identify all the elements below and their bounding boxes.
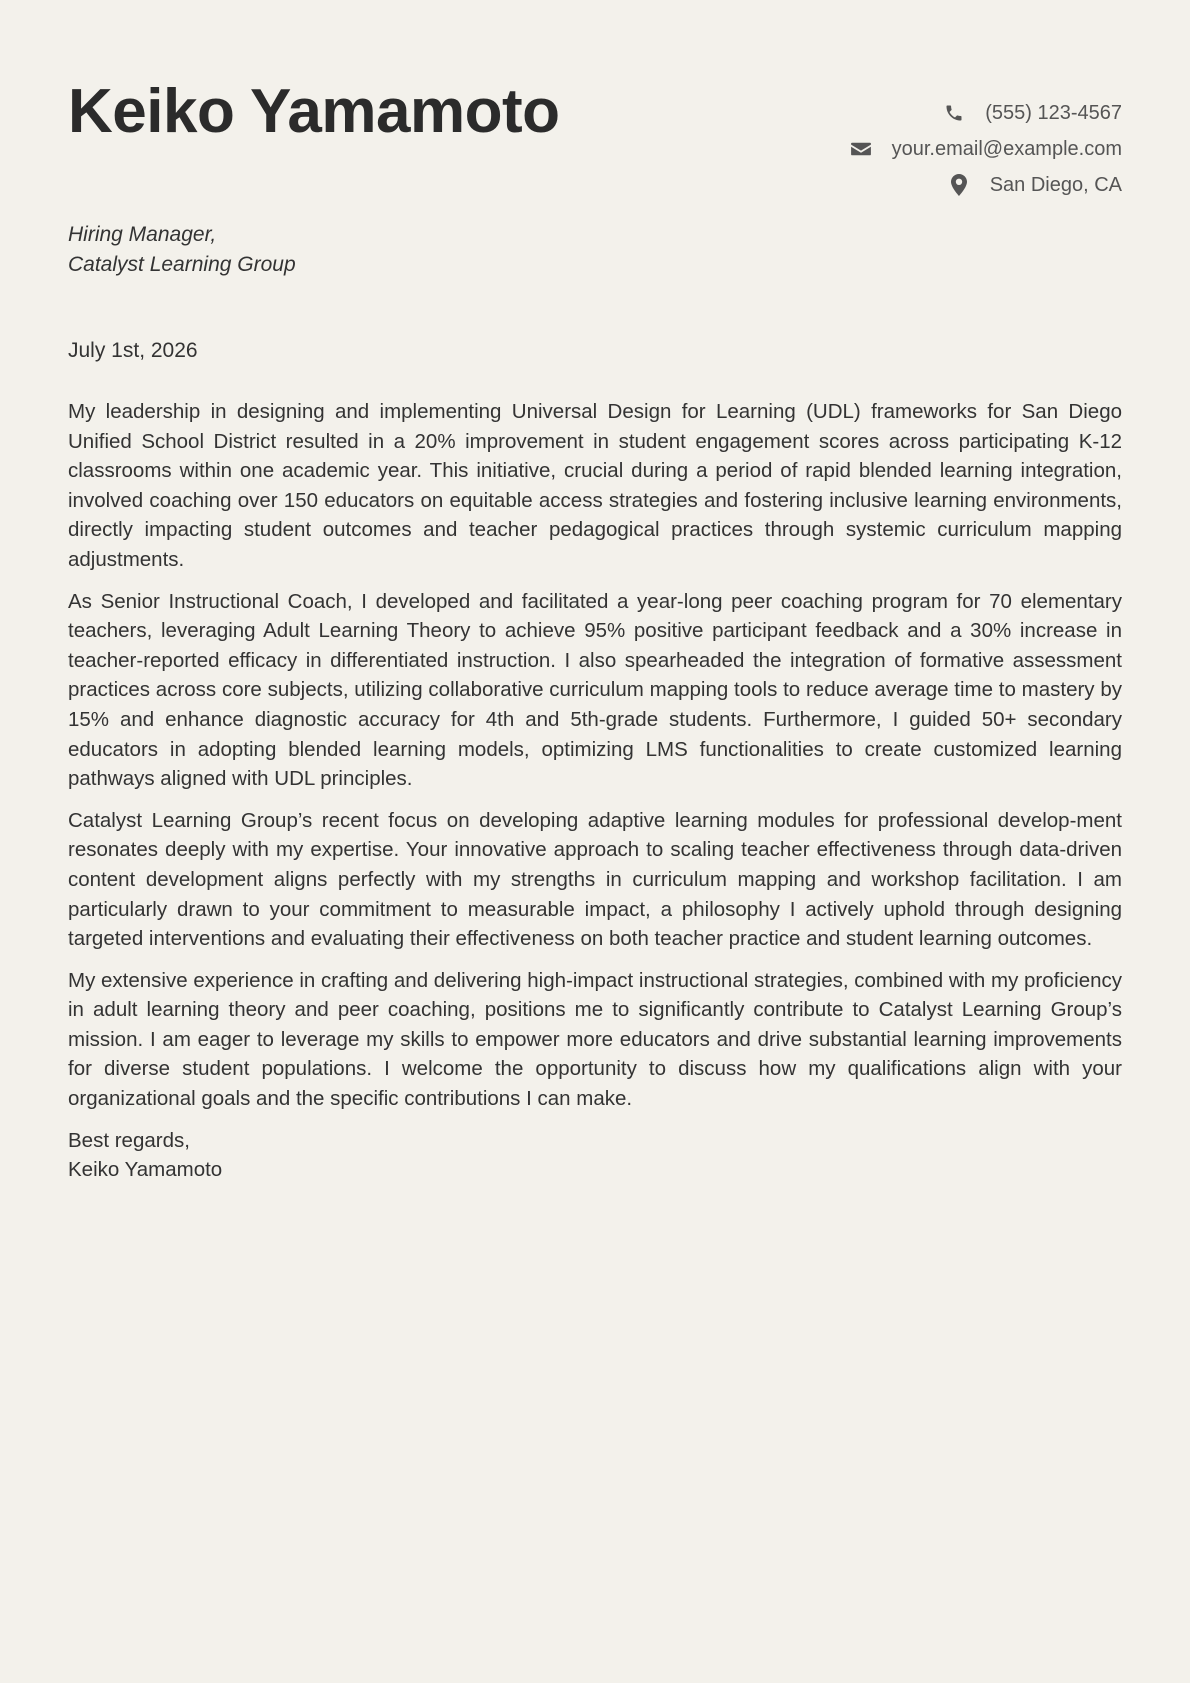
contact-phone-line xyxy=(850,95,1122,131)
letter-header xyxy=(68,0,1122,200)
closing-salutation: Best regards, xyxy=(68,1128,190,1152)
closing-block xyxy=(68,1126,1122,1185)
contact-location: San Diego, CA xyxy=(989,173,1122,196)
contact-email: your.email@example.com xyxy=(891,137,1122,160)
map-pin-icon xyxy=(948,174,970,196)
signature-name: Keiko Yamamoto xyxy=(68,1158,223,1182)
envelope-icon xyxy=(850,138,872,160)
body-paragraph: My leadership in designing and implementing Universal Design for Learning (UDL) frameworks for San Diego Unified School District resulted in a 20% improvement in student engagement scores across participating K-12 classrooms within one academic year. This initiative, crucial during a period of rapid blended learning integration, involved coaching over 150 educators on equitable access strategies and fostering inclusive learning environments, directly impacting student outcomes and teacher pedagogical practices through systemic curriculum mapping adjustments. xyxy=(68,400,1122,571)
contact-phone: (555) 123-4567 xyxy=(985,101,1122,124)
cover-letter-page xyxy=(68,0,1122,1683)
body-paragraph: Catalyst Learning Group’s recent focus on developing adaptive learning modules for professional develop-ment resonates deeply with my expertise. Your innovative approach to scaling teacher effectiveness through data-driven content development aligns perfectly with my strengths in curriculum mapping and workshop facilitation. I am particularly drawn to your commitment to measurable impact, a philosophy I actively uphold through designing targeted interventions and evaluating their effectiveness on both teacher practice and student learning outcomes. xyxy=(68,808,1122,951)
body-paragraph: My extensive experience in crafting and delivering high-impact instructional strategies, combined with my proficiency in adult learning theory and peer coaching, positions me to significantly contribute to Catalyst Learning Group’s mission. I am eager to leverage my skills to empower more educators and drive substantial learning improvements for diverse student populations. I welcome the opportunity to discuss how my qualifications align with your organizational goals and the specific contributions I can make. xyxy=(68,968,1122,1111)
applicant-name: Keiko Yamamoto xyxy=(68,77,560,146)
letter-date: July 1st, 2026 xyxy=(68,339,198,362)
recipient-title: Hiring Manager, xyxy=(68,223,217,246)
contact-block xyxy=(850,95,1122,203)
letter-body xyxy=(68,397,1122,1185)
recipient-company: Catalyst Learning Group xyxy=(68,253,296,276)
recipient-block xyxy=(68,220,296,280)
contact-location-line xyxy=(850,167,1122,203)
contact-email-line xyxy=(850,131,1122,167)
body-paragraph: As Senior Instructional Coach, I developed and facilitated a year-long peer coaching program for 70 elementary teachers, leveraging Adult Learning Theory to achieve 95% positive participant feedback and a 30% increase in teacher-reported efficacy in differentiated instruction. I also spearheaded the integration of formative assessment practices across core subjects, utilizing collaborative curriculum mapping tools to reduce average time to mastery by 15% and enhance diagnostic accuracy for 4th and 5th-grade students. Furthermore, I guided 50+ secondary educators in adopting blended learning models, optimizing LMS functionalities to create customized learning pathways aligned with UDL principles. xyxy=(68,589,1122,791)
phone-icon xyxy=(943,102,965,124)
